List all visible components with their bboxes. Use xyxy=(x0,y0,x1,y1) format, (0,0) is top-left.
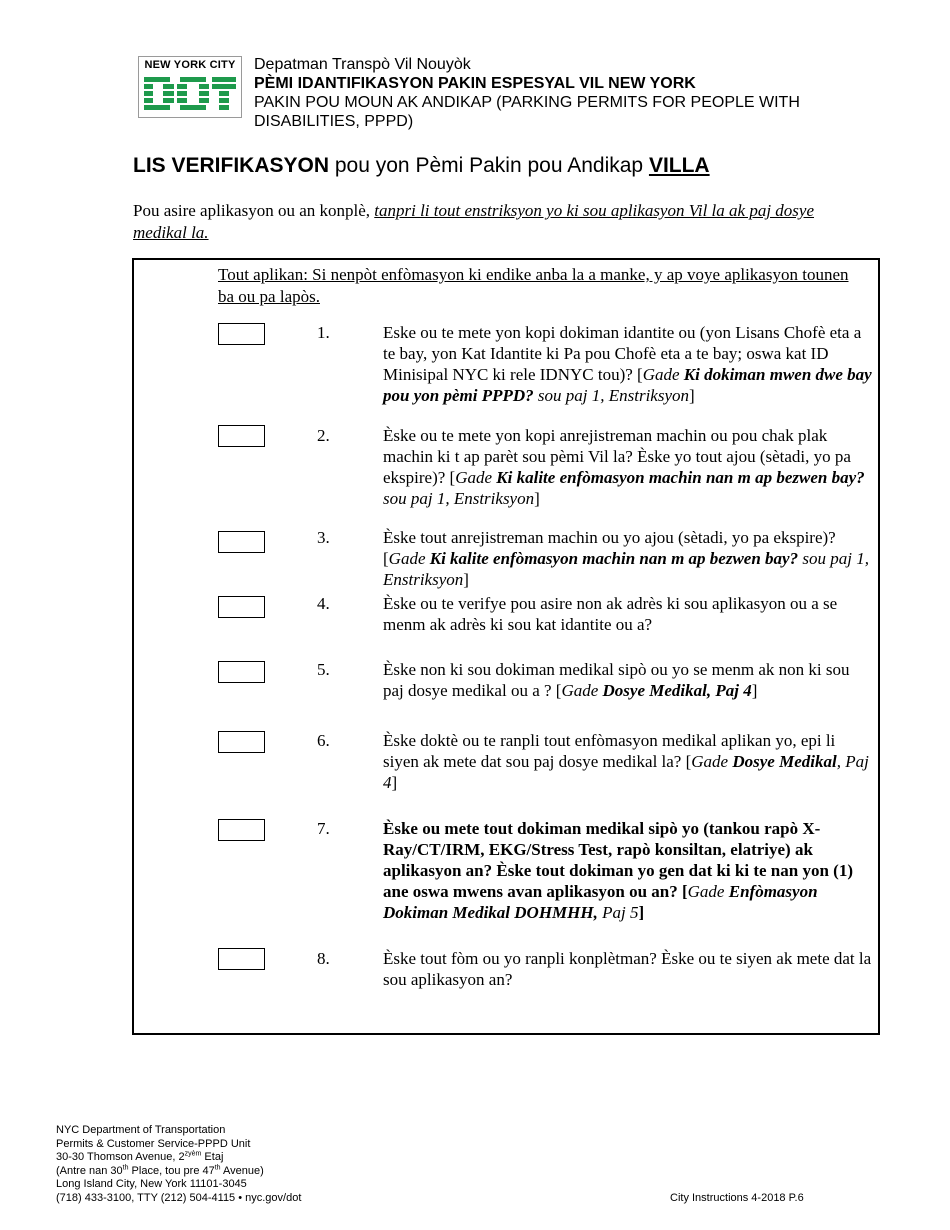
checklist-item-8 xyxy=(383,948,873,990)
item-number: 7. xyxy=(317,819,330,838)
ref-bold: Ki kalite enfòmasyon machin nan m ap bezwen bay? xyxy=(429,549,799,568)
permit-title: PÈMI IDANTIFIKASYON PAKIN ESPESYAL VIL NEW YORK xyxy=(254,75,696,92)
ref-close: ] xyxy=(463,570,469,589)
footer-org: NYC Department of Transportation xyxy=(56,1124,226,1136)
item-text: Èske tout fòm ou yo ranpli konplètman? Èske ou te siyen ak mete dat la sou aplikasyon an? xyxy=(383,949,872,989)
checkbox-item-1[interactable] xyxy=(218,323,265,345)
ref-close: ] xyxy=(638,903,645,922)
street-text: 30-30 Thomson Avenue, 2 xyxy=(56,1151,185,1163)
checklist-item-1 xyxy=(383,322,873,406)
item-number: 4. xyxy=(317,594,330,613)
ref-bold: Ki dokiman mwen dwe bay pou yon pèmi PPPD? xyxy=(383,365,872,405)
checkbox-item-7[interactable] xyxy=(218,819,265,841)
checkbox-item-3[interactable] xyxy=(218,531,265,553)
item-text: Èske ou te mete yon kopi anrejistreman machin ou pou chak plak machin ki t ap parèt sou pèmi Vil la? Èske yo tout ajou (sètadi, yo pa ekspire)? [ xyxy=(383,426,851,487)
footer-unit: Permits & Customer Service-PPPD Unit xyxy=(56,1137,251,1150)
footer-address xyxy=(56,1124,301,1205)
checklist-item-5 xyxy=(383,659,873,701)
cross-c: Avenue) xyxy=(220,1164,264,1177)
cross-a: (Antre nan 30 xyxy=(56,1164,123,1177)
checklist-item-7 xyxy=(383,818,873,923)
cross-b-sup: th xyxy=(214,1163,221,1171)
ref-lead: Gade xyxy=(388,549,430,568)
ref-lead: Gade xyxy=(642,365,684,384)
street-sup: zyèm xyxy=(184,1150,202,1158)
item-text: Èske tout anrejistreman machin ou yo ajou (sètadi, yo pa ekspire)? [ xyxy=(383,528,836,568)
page-title xyxy=(133,154,710,178)
intro-emphasis: tanpri li tout enstriksyon yo ki sou aplikasyon Vil la ak paj dosye medikal la. xyxy=(133,201,814,242)
street-tail: Etaj xyxy=(201,1151,224,1163)
ref-close: ] xyxy=(689,386,695,405)
agency-name: Depatman Transpò Vil Nouyòk xyxy=(254,56,471,73)
footer-street xyxy=(56,1151,301,1165)
cross-b: Place, tou pre 47 xyxy=(128,1164,215,1177)
document-reference: City Instructions 4-2018 P.6 xyxy=(670,1192,804,1204)
ref-close: ] xyxy=(751,681,758,700)
checklist-item-2 xyxy=(383,425,873,509)
footer-cross-street xyxy=(56,1165,301,1179)
ref-tail: sou paj 1, Enstriksyon xyxy=(383,549,869,589)
item-number: 3. xyxy=(317,528,330,547)
ref-bold: Enfòmasyon Dokiman Medikal DOHMHH, xyxy=(383,882,818,922)
ref-bold: Dosye Medikal, Paj 4 xyxy=(602,681,752,700)
ref-lead: Gade xyxy=(691,752,733,771)
item-text: Èske doktè ou te ranpli tout enfòmasyon medikal aplikan yo, epi li siyen ak mete dat sou paj dosye medikal la? [ xyxy=(383,731,836,771)
checkbox-item-2[interactable] xyxy=(218,425,265,447)
box-note: Tout aplikan: Si nenpòt enfòmasyon ki endike anba la a manke, y ap voye aplikasyon tounen ba ou pa lapòs. xyxy=(218,265,849,306)
ref-bold: Ki kalite enfòmasyon machin nan m ap bezwen bay? xyxy=(496,468,865,487)
ref-lead: Gade xyxy=(687,882,729,901)
item-text: Èske ou te verifye pou asire non ak adrès ki sou aplikasyon ou a se menm ak adrès ki sou kat idantite ou a? xyxy=(383,594,838,634)
logo-name: NEW YORK CITY xyxy=(144,59,236,71)
permit-subtitle: PAKIN POU MOUN AK ANDIKAP (PARKING PERMITS FOR PEOPLE WITH DISABILITIES, PPPD) xyxy=(254,94,800,130)
checkbox-item-8[interactable] xyxy=(218,948,265,970)
ref-tail: sou paj 1, Enstriksyon xyxy=(383,489,535,508)
checkbox-item-5[interactable] xyxy=(218,661,265,683)
footer-city: Long Island City, New York 11101-3045 xyxy=(56,1178,247,1190)
ref-lead: Gade xyxy=(455,468,497,487)
item-number: 1. xyxy=(317,323,330,342)
dot-mark-icon xyxy=(142,73,238,115)
ref-tail: sou paj 1, Enstriksyon xyxy=(533,386,689,405)
ref-bold: Dosye Medikal xyxy=(732,752,837,771)
checklist-item-3 xyxy=(383,527,873,590)
footer-phones: (718) 433-3100, TTY (212) 504-4115 • nyc.gov/dot xyxy=(56,1191,302,1204)
ref-close: ] xyxy=(391,773,398,792)
item-number: 2. xyxy=(317,426,330,445)
item-number: 8. xyxy=(317,949,330,968)
nyc-dot-logo xyxy=(138,56,242,118)
checklist-item-6 xyxy=(383,730,873,793)
item-number: 5. xyxy=(317,660,330,679)
ref-tail: Paj 5 xyxy=(597,903,639,922)
item-text: Èske ou mete tout dokiman medikal sipò yo (tankou rapò X-Ray/CT/IRM, EKG/Stress Test, rapò konsiltan, elatriye) ak aplikasyon an? Èske tout dokiman yo gen dat ki ki te nan yon (1) ane oswa mwens avan aplikasyon ou an? [ xyxy=(383,819,853,901)
title-type: VILLA xyxy=(648,154,710,177)
ref-close: ] xyxy=(534,489,540,508)
item-number: 6. xyxy=(317,731,330,750)
checklist-item-4 xyxy=(383,593,873,635)
ref-lead: Gade xyxy=(561,681,603,700)
intro-plain: Pou asire aplikasyon ou an konplè, xyxy=(133,201,371,220)
checkbox-item-4[interactable] xyxy=(218,596,265,618)
ref-tail: , Paj 4 xyxy=(383,752,869,792)
title-bold: LIS VERIFIKASYON xyxy=(133,154,330,177)
cross-a-sup: th xyxy=(122,1163,129,1171)
document-header xyxy=(254,55,894,131)
checkbox-item-6[interactable] xyxy=(218,731,265,753)
item-text: Eske ou te mete yon kopi dokiman idantite ou (yon Lisans Chofè eta a te bay, yon Kat Idantite ki Pa pou Chofè eta a te bay; oswa kat ID Minisipal NYC ki rele IDNYC tou)? [ xyxy=(383,323,862,384)
item-text: Èske non ki sou dokiman medikal sipò ou yo se menm ak non ki sou paj dosye medikal ou a ? [ xyxy=(383,660,850,700)
title-normal: pou yon Pèmi Pakin pou Andikap xyxy=(334,154,644,177)
intro-paragraph xyxy=(133,200,863,244)
